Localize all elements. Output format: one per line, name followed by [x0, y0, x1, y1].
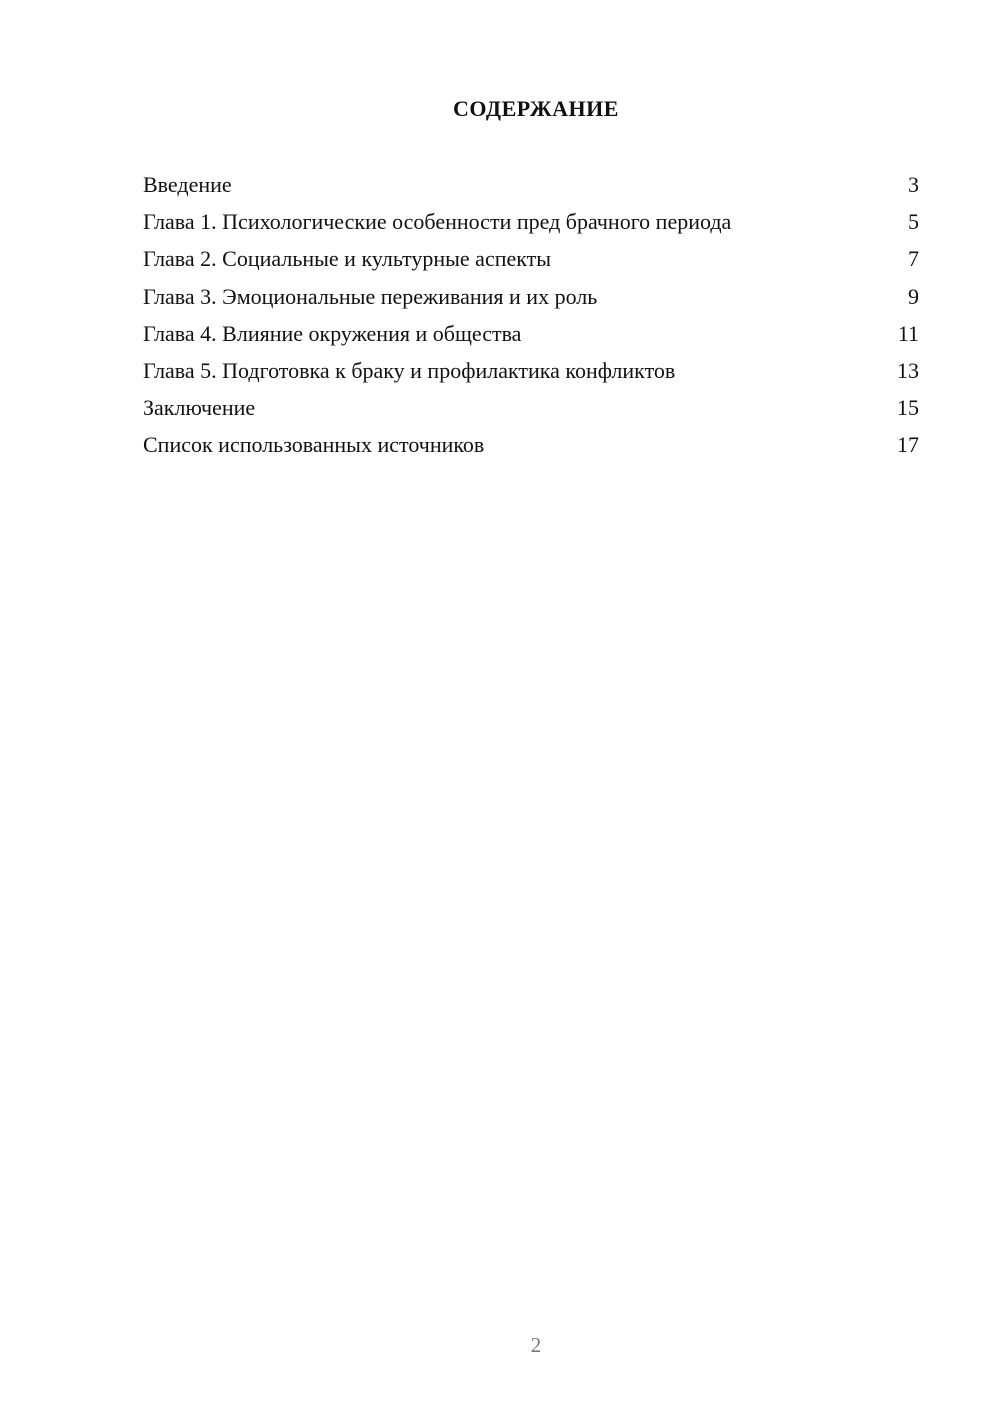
toc-item-chapter-5: [143, 356, 919, 393]
toc-item-page: 13: [897, 357, 919, 383]
toc-item-page: 17: [897, 432, 919, 458]
toc-item-page: 7: [908, 246, 919, 272]
toc-item-introduction: [143, 170, 919, 207]
toc-item-conclusion: [143, 393, 919, 430]
toc-item-page: 9: [908, 283, 919, 309]
page-title: СОДЕРЖАНИЕ: [453, 96, 619, 121]
toc-item-label: Глава 5. Подготовка к браку и профилактика конфликтов: [143, 357, 676, 383]
toc-item-page: 15: [897, 395, 919, 421]
toc-item-label: Глава 1. Психологические особенности пред брачного периода: [143, 209, 732, 235]
toc-item-label: Глава 4. Влияние окружения и общества: [143, 320, 522, 346]
toc-item-page: 3: [908, 172, 919, 197]
toc-item-label: Список использованных источников: [143, 432, 485, 458]
toc-item-page: 5: [908, 209, 919, 235]
toc-item-label: Глава 3. Эмоциональные переживания и их роль: [143, 283, 598, 309]
toc-item-chapter-1: [143, 207, 919, 244]
toc-item-label: Заключение: [143, 395, 256, 421]
toc-item-references: [143, 430, 919, 467]
toc-item-label: Введение: [143, 172, 232, 197]
page-number: 2: [530, 1333, 542, 1357]
toc-item-label: Глава 2. Социальные и культурные аспекты: [143, 246, 552, 272]
table-of-contents: [143, 170, 919, 468]
toc-item-chapter-4: [143, 319, 919, 356]
toc-item-page: 11: [897, 320, 919, 346]
toc-item-chapter-2: [143, 244, 919, 281]
toc-item-chapter-3: [143, 282, 919, 319]
